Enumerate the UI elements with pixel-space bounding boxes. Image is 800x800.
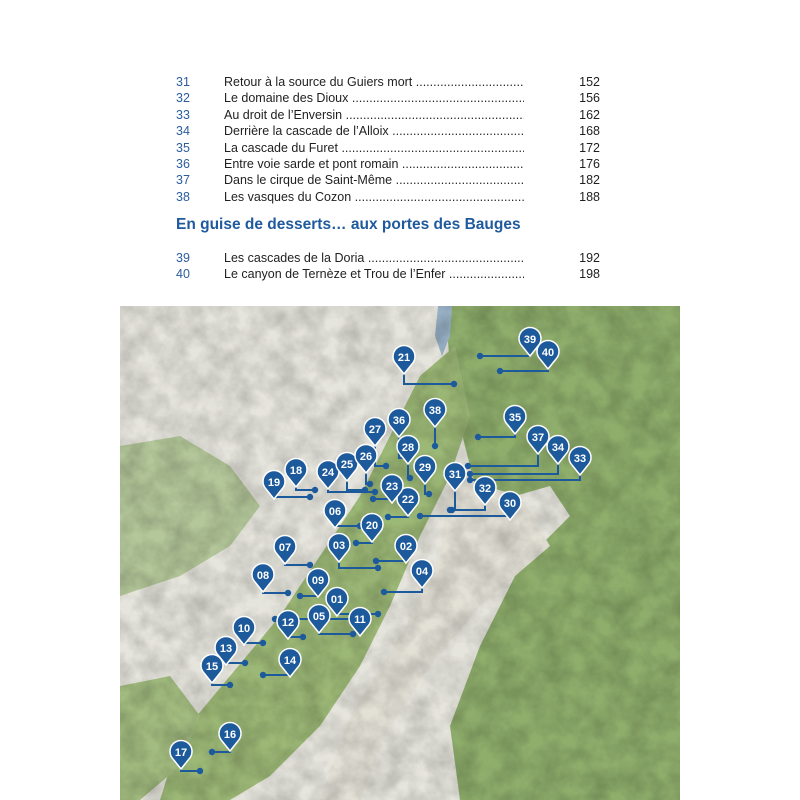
site-location-dot	[370, 496, 376, 502]
toc-entry-title: Le domaine des Dioux .....	[224, 90, 524, 106]
site-location-dot	[209, 749, 215, 755]
map-marker-label: 32	[478, 483, 492, 495]
toc-entry-title: Les vasques du Cozon .....	[224, 189, 524, 205]
toc-entry-number: 35	[176, 140, 190, 155]
toc-entry-37[interactable]	[176, 172, 600, 188]
map-marker-label: 39	[523, 334, 537, 346]
site-location-dot	[197, 768, 203, 774]
toc-entry-35[interactable]	[176, 140, 600, 156]
toc-entry-32[interactable]	[176, 90, 600, 106]
map-marker-label: 30	[503, 498, 517, 510]
map-marker-label: 18	[289, 465, 303, 477]
relief-map	[120, 306, 680, 800]
marker-leader-line	[263, 592, 288, 593]
toc-entry-title: Les cascades de la Doria .....	[224, 250, 524, 266]
toc-entry-title: Entre voie sarde et pont romain .....	[224, 156, 524, 172]
map-marker-label: 36	[392, 415, 406, 427]
map-marker-label: 20	[365, 520, 379, 532]
toc-list-top	[176, 74, 600, 205]
site-location-dot	[467, 471, 473, 477]
map-marker-label: 14	[283, 655, 297, 667]
site-location-dot	[260, 640, 266, 646]
site-location-dot	[467, 477, 473, 483]
site-location-dot	[383, 463, 389, 469]
map-marker-label: 31	[448, 469, 462, 481]
site-location-dot	[242, 660, 248, 666]
site-location-dot	[375, 611, 381, 617]
map-marker-label: 37	[531, 432, 545, 444]
section-heading: En guise de desserts… aux portes des Bauges	[176, 216, 521, 233]
site-location-dot	[426, 491, 432, 497]
site-location-dot	[307, 562, 313, 568]
toc-entry-title: Au droit de l’Enversin .....	[224, 107, 524, 123]
site-location-dot	[385, 514, 391, 520]
toc-entry-33[interactable]	[176, 107, 600, 123]
map-marker-label: 23	[385, 481, 399, 493]
site-location-dot	[297, 593, 303, 599]
map-marker-label: 28	[401, 442, 415, 454]
toc-entry-title: Le canyon de Ternèze et Trou de l’Enfer .....	[224, 266, 524, 282]
map-marker-label: 16	[223, 729, 237, 741]
site-location-dot	[353, 540, 359, 546]
toc-entry-39[interactable]	[176, 250, 600, 266]
toc-entry-title: Retour à la source du Guiers mort .....	[224, 74, 524, 90]
toc-entry-36[interactable]	[176, 156, 600, 172]
site-location-dot	[372, 489, 378, 495]
map-marker-label: 08	[256, 570, 270, 582]
site-location-dot	[465, 463, 471, 469]
site-location-dot	[497, 368, 503, 374]
map-marker-label: 29	[418, 462, 432, 474]
toc-entry-number: 40	[176, 267, 190, 282]
site-location-dot	[307, 494, 313, 500]
toc-entry-number: 33	[176, 107, 190, 122]
toc-entry-number: 31	[176, 75, 190, 89]
toc-entry-page: 152	[579, 75, 600, 89]
site-location-dot	[375, 565, 381, 571]
map-marker-label: 12	[281, 617, 295, 629]
map-marker-label: 04	[415, 566, 429, 578]
site-location-dot	[350, 631, 356, 637]
map-marker-label: 26	[359, 451, 373, 463]
map-marker-label: 09	[311, 575, 325, 587]
site-location-dot	[367, 481, 373, 487]
map-marker-label: 19	[267, 477, 281, 489]
toc-entry-title: Derrière la cascade de l’Alloix .....	[224, 123, 524, 139]
toc-entry-40[interactable]	[176, 266, 600, 282]
map-marker-label: 15	[205, 661, 219, 673]
toc-entry-page: 176	[579, 156, 600, 171]
map-marker-label: 38	[428, 405, 442, 417]
toc-entry-page: 192	[579, 251, 600, 265]
site-location-dot	[417, 513, 423, 519]
toc-entry-38[interactable]	[176, 189, 600, 205]
site-location-dot	[477, 353, 483, 359]
toc-entry-page: 188	[579, 189, 600, 204]
toc-entry-title: La cascade du Furet .....	[224, 140, 524, 156]
site-location-dot	[260, 672, 266, 678]
toc-entry-number: 36	[176, 156, 190, 171]
marker-leader-line	[319, 633, 353, 634]
site-location-dot	[300, 634, 306, 640]
site-location-dot	[312, 487, 318, 493]
toc-entry-page: 168	[579, 124, 600, 139]
map-marker-label: 02	[399, 541, 413, 553]
map-marker-label: 17	[174, 747, 188, 759]
toc-entry-title: Dans le cirque de Saint-Même .....	[224, 172, 524, 188]
toc-entry-number: 37	[176, 173, 190, 188]
toc-entry-number: 32	[176, 91, 190, 106]
map-marker-label: 27	[368, 424, 382, 436]
site-location-dot	[451, 381, 457, 387]
toc-entry-page: 162	[579, 107, 600, 122]
map-marker-label: 03	[332, 540, 346, 552]
site-location-dot	[373, 558, 379, 564]
toc-entry-page: 172	[579, 140, 600, 155]
toc-entry-page: 156	[579, 91, 600, 106]
toc-entry-31[interactable]	[176, 74, 600, 90]
site-location-dot	[362, 487, 368, 493]
toc-entry-number: 38	[176, 189, 190, 204]
map-marker-label: 05	[312, 611, 326, 623]
map-marker-label: 11	[354, 614, 366, 626]
site-location-dot	[407, 475, 413, 481]
map-marker-label: 07	[278, 542, 292, 554]
map-marker-label: 34	[551, 442, 565, 454]
toc-entry-page: 182	[579, 173, 600, 188]
toc-entry-number: 34	[176, 124, 190, 139]
map-marker-label: 01	[330, 594, 344, 606]
site-location-dot	[285, 590, 291, 596]
toc-entry-number: 39	[176, 251, 190, 265]
site-location-dot	[227, 682, 233, 688]
toc-list-section	[176, 250, 600, 283]
map-marker-label: 13	[219, 643, 233, 655]
map-marker-label: 21	[397, 352, 411, 364]
map-marker-label: 33	[573, 453, 587, 465]
toc-entry-page: 198	[579, 267, 600, 282]
site-location-dot	[381, 589, 387, 595]
map-marker-label: 35	[508, 412, 522, 424]
site-location-dot	[475, 434, 481, 440]
site-location-dot	[432, 443, 438, 449]
toc-entry-34[interactable]	[176, 123, 600, 139]
map-marker-label: 24	[321, 467, 335, 479]
marker-leader-line	[285, 564, 310, 565]
map-marker-label: 10	[237, 623, 251, 635]
map-marker-label: 40	[541, 347, 555, 359]
map-marker-label: 06	[328, 506, 342, 518]
map-marker-label: 22	[401, 494, 415, 506]
map-marker-label: 25	[340, 459, 354, 471]
site-location-dot	[447, 507, 453, 513]
